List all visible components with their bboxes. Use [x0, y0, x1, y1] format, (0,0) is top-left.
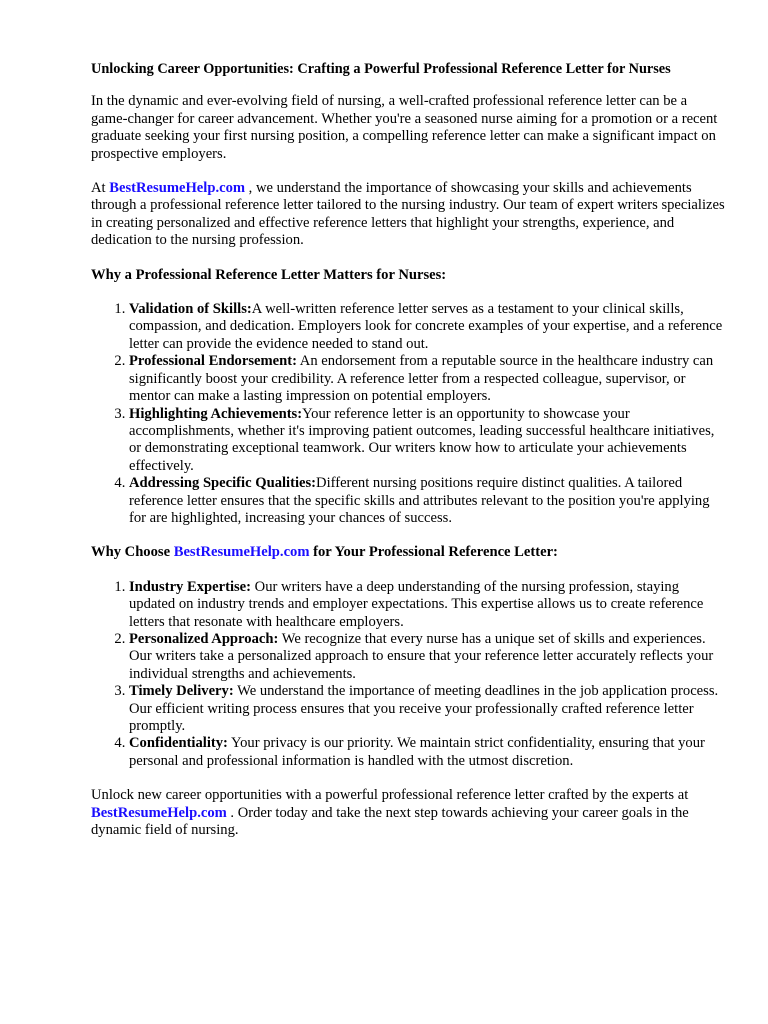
- list-item: [129, 579, 727, 631]
- reasons-list: [91, 301, 727, 527]
- closing-suffix: . Order today and take the next step towards achieving your career goals in the dynamic field of nursing.: [91, 804, 689, 839]
- list-item: [129, 353, 727, 405]
- site-link[interactable]: BestResumeHelp.com: [173, 544, 310, 561]
- heading-suffix: for Your Professional Reference Letter:: [309, 544, 558, 561]
- item-term: Industry Expertise:: [129, 578, 252, 595]
- item-term: Professional Endorsement:: [129, 353, 297, 370]
- list-item: [129, 475, 727, 527]
- list-item: [129, 301, 727, 353]
- document-body: [91, 61, 727, 856]
- item-text: An endorsement from a reputable source in the healthcare industry can significantly boost your credibility. A reference letter from a respected colleague, supervisor, or mentor can make a lasting impression on potential employers.: [129, 353, 714, 405]
- list-item: [129, 406, 727, 476]
- closing-paragraph: [91, 787, 727, 839]
- item-term: Timely Delivery:: [129, 683, 234, 700]
- item-term: Validation of Skills:: [129, 301, 252, 318]
- item-text: Your privacy is our priority. We maintain strict confidentiality, ensuring that your personal and professional information is handled with the utmost discretion.: [129, 735, 705, 769]
- item-text: Different nursing positions require distinct qualities. A tailored reference letter ensures that the specific skills and attributes relevant to the position you're applying for are highlighted, increasing your chances of success.: [129, 475, 710, 526]
- list-item: [129, 683, 727, 735]
- site-link[interactable]: BestResumeHelp.com: [109, 180, 246, 197]
- section-heading-why-matters: Why a Professional Reference Letter Matters for Nurses:: [91, 266, 447, 283]
- item-text: A well-written reference letter serves as a testament to your clinical skills, compassion, and dedication. Employers look for concrete examples of your expertise, and a reference letter can provide the evidence needed to stand out.: [129, 301, 723, 352]
- benefits-list: [91, 579, 727, 770]
- item-text: We understand the importance of meeting deadlines in the job application process. Our efficient writing process ensures that you receive your professionally crafted reference letter promptly.: [129, 683, 719, 734]
- heading-prefix: Why Choose: [91, 544, 174, 561]
- item-text: Our writers have a deep understanding of the nursing profession, staying updated on industry trends and employer expectations. This expertise allows us to create reference letters that resonate with healthcare employers.: [129, 578, 704, 630]
- list-item: [129, 735, 727, 770]
- item-text: Your reference letter is an opportunity to showcase your accomplishments, whether it's improving patient outcomes, leading successful healthcare initiatives, or demonstrating exceptional teamwork. Our writers know how to articulate your achievements effectively.: [129, 405, 715, 474]
- item-term: Confidentiality:: [129, 735, 228, 752]
- page-title: Unlocking Career Opportunities: Crafting a Powerful Professional Reference Letter for Nurses: [91, 61, 671, 77]
- item-term: Personalized Approach:: [129, 630, 279, 647]
- list-item: [129, 631, 727, 683]
- intro-paragraph: In the dynamic and ever-evolving field of nursing, a well-crafted professional reference letter can be a game-changer for career advancement. Whether you're a seasoned nurse aiming for a promotion or a recent graduate seeking your first nursing position, a compelling reference letter can make a significant impact on prospective employers.: [91, 93, 718, 162]
- item-text: We recognize that every nurse has a unique set of skills and experiences. Our writers take a personalized approach to ensure that your reference letter accurately reflects your individual strengths and achievements.: [129, 630, 714, 682]
- about-paragraph: [91, 180, 727, 250]
- about-prefix: At: [91, 180, 110, 197]
- item-term: Highlighting Achievements:: [129, 405, 303, 422]
- about-rest: , we understand the importance of showcasing your skills and achievements through a professional reference letter tailored to the nursing industry. Our team of expert writers specializes in creating personalized and effective reference letters that highlight your strengths, experience, and dedication to the nursing profession.: [91, 180, 725, 249]
- section-heading-why-choose: [91, 544, 727, 561]
- item-term: Addressing Specific Qualities:: [129, 475, 317, 492]
- closing-prefix: Unlock new career opportunities with a powerful professional reference letter crafted by the experts at: [91, 787, 689, 804]
- site-link[interactable]: BestResumeHelp.com: [91, 804, 227, 821]
